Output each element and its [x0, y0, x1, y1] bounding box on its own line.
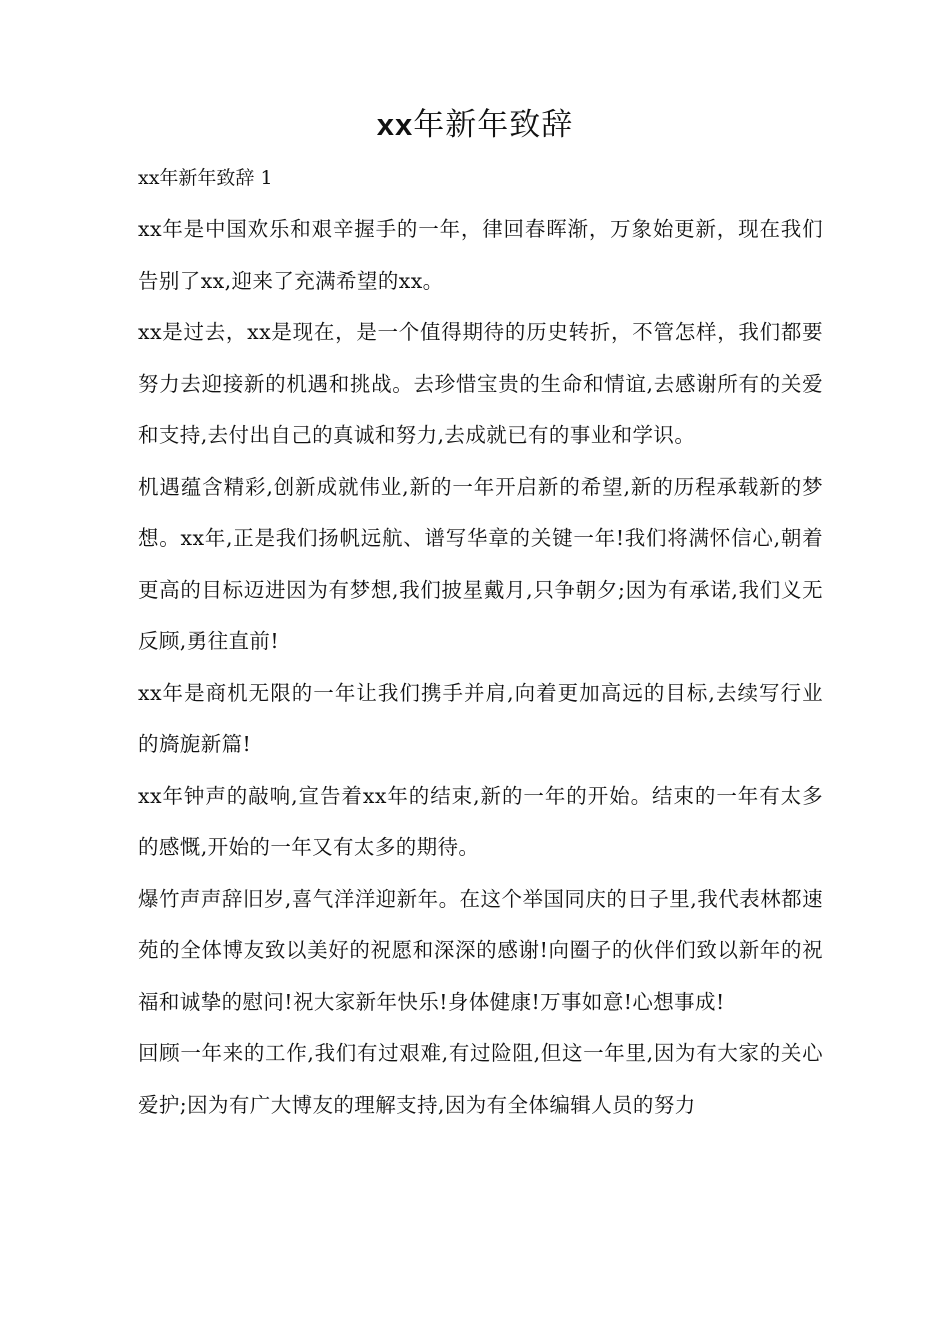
title-prefix: xx [376, 107, 414, 142]
paragraph-4: xx年是商机无限的一年让我们携手并肩,向着更加高远的目标,去续写行业的旖旎新篇! [138, 680, 823, 756]
paragraph-1: xx年是中国欢乐和艰辛握手的一年，律回春晖渐，万象始更新，现在我们告别了xx,迎来了充满希望的xx。 [138, 217, 823, 293]
title-main: 年新年致辞 [413, 107, 574, 143]
paragraph-5: xx年钟声的敲响,宣告着xx年的结束,新的一年的开始。结束的一年有太多的感慨,开始的一年又有太多的期待。 [138, 783, 823, 859]
document-body [138, 156, 823, 1131]
section-heading: xx年新年致辞 1 [138, 167, 273, 189]
paragraph-3: 机遇蕴含精彩,创新成就伟业,新的一年开启新的希望,新的历程承载新的梦想。xx年,正是我们扬帆远航、谱写华章的关键一年!我们将满怀信心,朝着更高的目标迈进因为有梦想,我们披星戴月,只争朝夕;因为有承诺,我们义无反顾,勇往直前! [138, 474, 823, 653]
document-title [0, 100, 950, 150]
paragraph-7: 回顾一年来的工作,我们有过艰难,有过险阻,但这一年里,因为有大家的关心爱护;因为有广大博友的理解支持,因为有全体编辑人员的努力 [138, 1041, 823, 1117]
paragraph-6: 爆竹声声辞旧岁,喜气洋洋迎新年。在这个举国同庆的日子里,我代表林都速苑的全体博友致以美好的祝愿和深深的感谢!向圈子的伙伴们致以新年的祝福和诚挚的慰问!祝大家新年快乐!身体健康!万事如意!心想事成! [138, 886, 823, 1014]
paragraph-2: xx是过去，xx是现在，是一个值得期待的历史转折，不管怎样，我们都要努力去迎接新的机遇和挑战。去珍惜宝贵的生命和情谊,去感谢所有的关爱和支持,去付出自己的真诚和努力,去成就已有的事业和学识。 [138, 320, 823, 447]
